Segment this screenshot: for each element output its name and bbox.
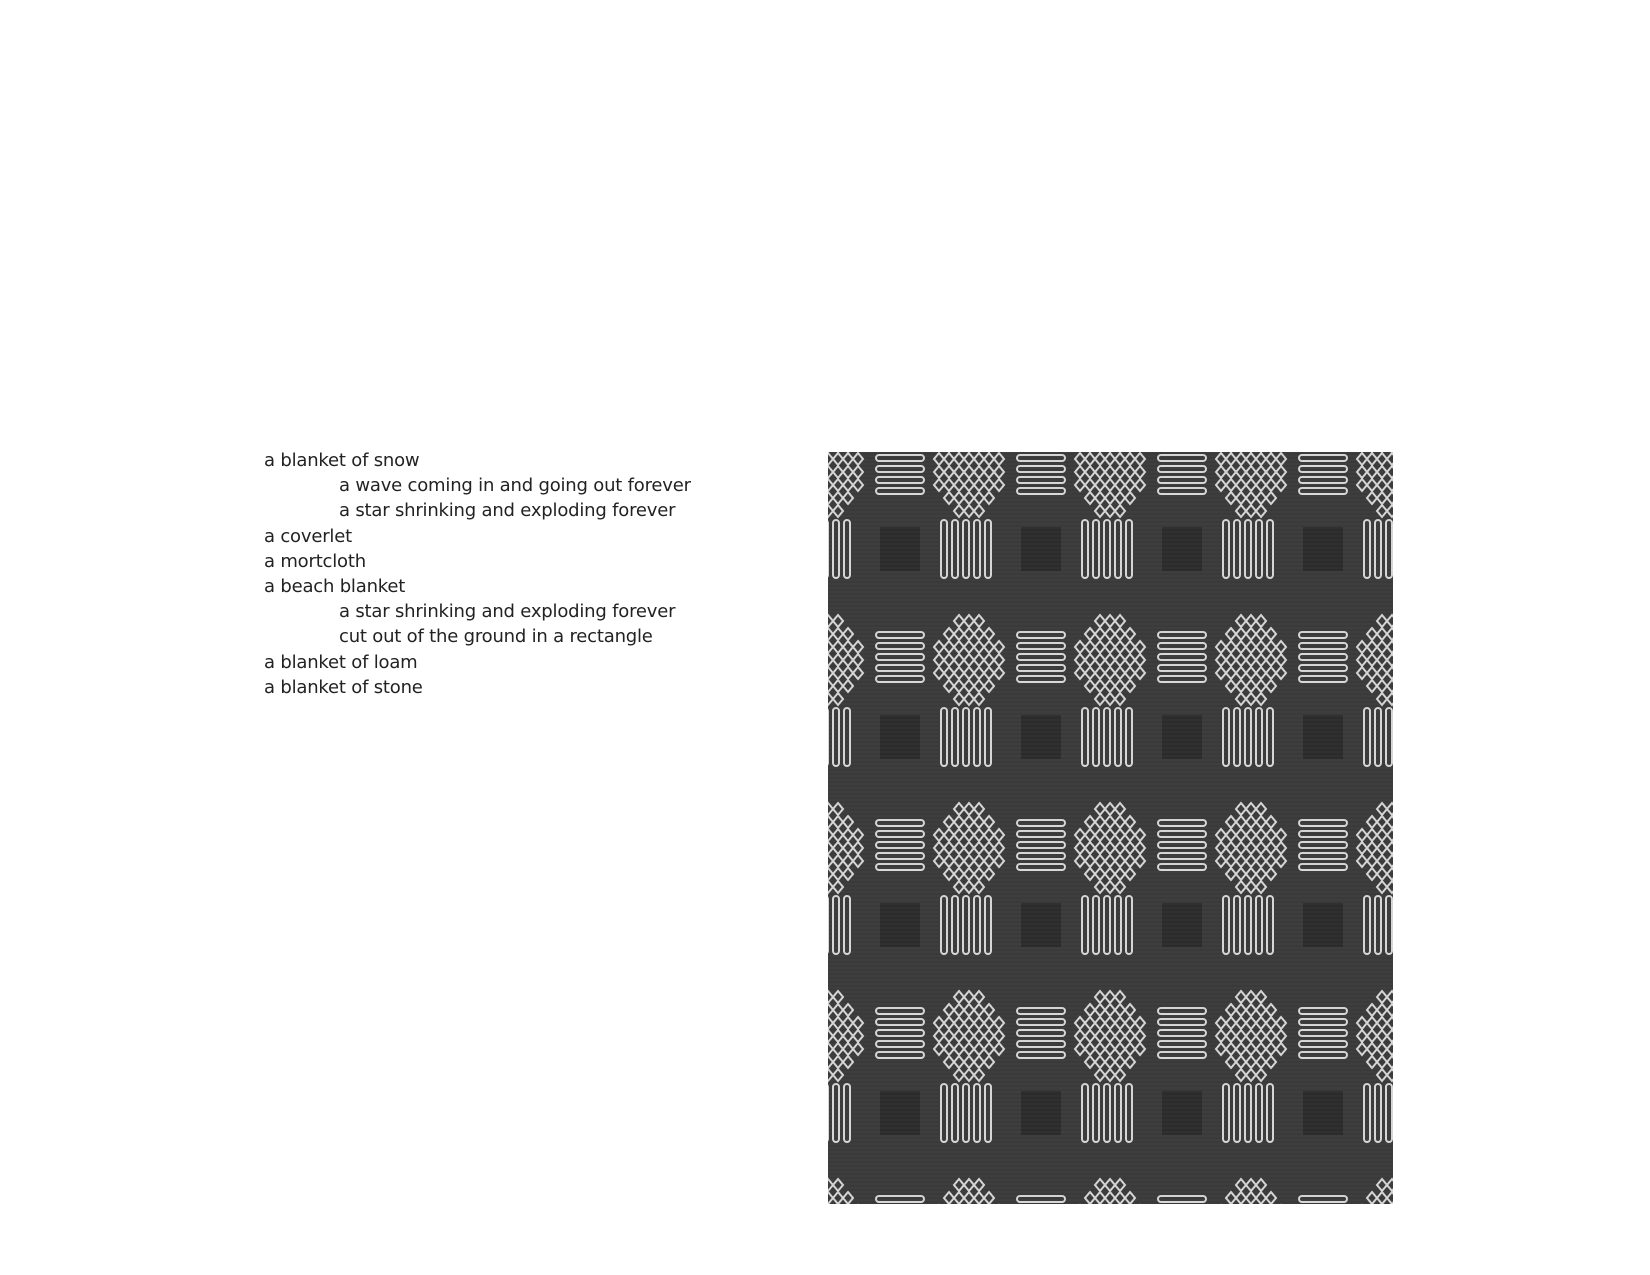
poem-line: a star shrinking and exploding forever [339, 601, 676, 623]
poem-line: a blanket of stone [264, 676, 423, 698]
poem-line: a blanket of snow [264, 450, 420, 471]
coverlet-image [828, 452, 1393, 1204]
poem-line: cut out of the ground in a rectangle [339, 626, 653, 648]
poem-line: a wave coming in and going out forever [339, 475, 691, 497]
poem-text [264, 448, 784, 700]
poem-line: a beach blanket [264, 576, 406, 598]
coverlet-pattern [828, 452, 1393, 1204]
poem-line: a star shrinking and exploding forever [339, 500, 676, 522]
poem-line: a coverlet [264, 525, 352, 547]
poem-line: a mortcloth [264, 550, 366, 572]
poem-line: a blanket of loam [264, 651, 418, 673]
